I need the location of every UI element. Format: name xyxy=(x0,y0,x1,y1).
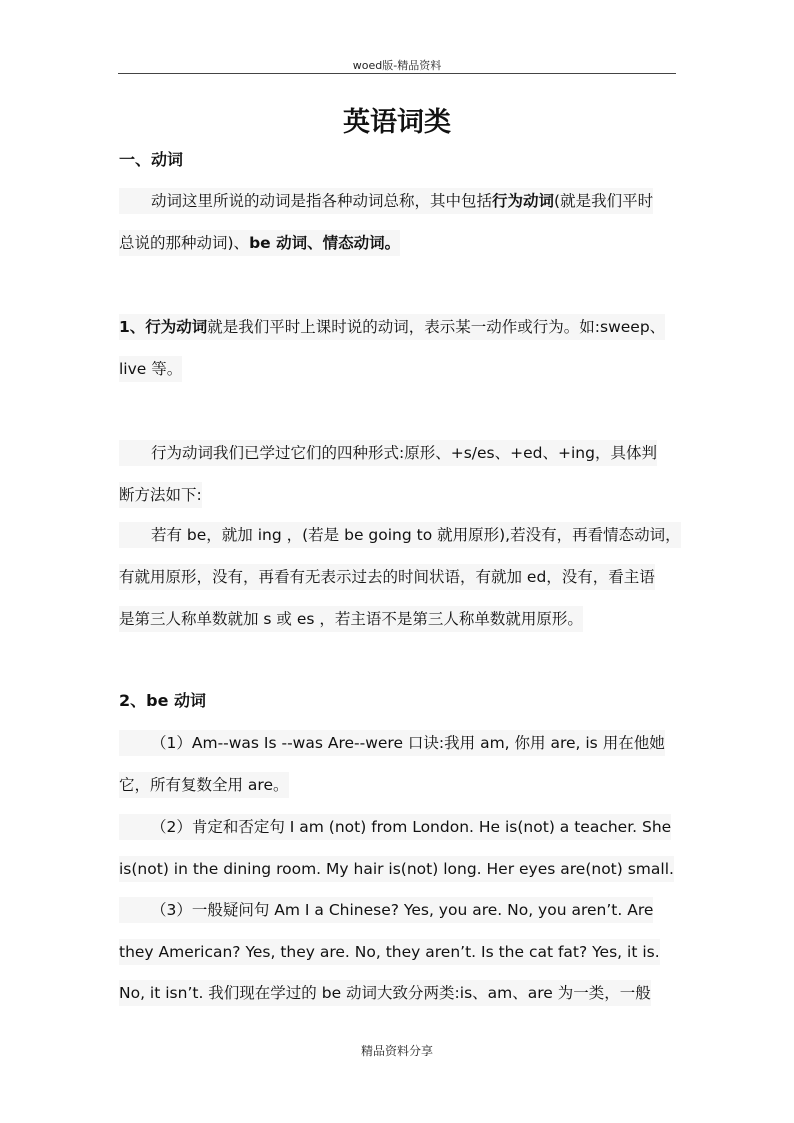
intro-text: 动词这里所说的动词是指各种动词总称，其中包括 xyxy=(151,192,493,210)
rule-line-1 xyxy=(119,522,681,548)
rule-line-3: 是第三人称单数就加 s 或 es ，若主语不是第三人称单数就用原形。 xyxy=(119,606,583,632)
section-heading-be: 2、be 动词 xyxy=(119,691,207,710)
rule-line-2: 有就用原形，没有，再看有无表示过去的时间状语，有就加 ed，没有，看主语 xyxy=(119,564,655,590)
be-line-5 xyxy=(119,897,653,923)
rule-text: 若有 be，就加 ing ，(若是 be going to 就用原形),若没有，再看情态动词， xyxy=(151,526,681,544)
intro-text: (就是我们平时 xyxy=(554,192,654,210)
forms-line-2: 断方法如下: xyxy=(119,482,202,508)
be-text: （1）Am--was Is --was Are--were 口诀:我用 am, 你用 are, is 用在他她 xyxy=(151,734,665,752)
page-header: woed版-精品资料 xyxy=(352,59,442,72)
be-line-1 xyxy=(119,730,665,756)
be-line-6: they American? Yes, they are. No, they aren’t. Is the cat fat? Yes, it is. xyxy=(119,939,660,965)
be-line-7: No, it isn’t. 我们现在学过的 be 动词大致分两类:is、am、are 为一类，一般 xyxy=(119,980,651,1006)
action-verb-text: 就是我们平时上课时说的动词，表示某一动作或行为。如:sweep、 xyxy=(207,318,666,336)
intro-line-2 xyxy=(119,230,400,256)
intro-bold-term: be 动词、情态动词。 xyxy=(249,234,401,252)
be-text: （2）肯定和否定句 I am (not) from London. He is(not) a teacher. She xyxy=(151,818,672,836)
action-verb-line-1 xyxy=(119,314,665,340)
document-title: 英语词类 xyxy=(343,107,451,138)
header-divider xyxy=(118,73,676,74)
section-heading-verbs: 一、动词 xyxy=(119,150,184,169)
be-line-4: is(not) in the dining room. My hair is(not) long. Her eyes are(not) small. xyxy=(119,856,674,882)
forms-text: 行为动词我们已学过它们的四种形式:原形、+s/es、+ed、+ing，具体判 xyxy=(151,444,657,462)
be-line-3 xyxy=(119,814,671,840)
action-verb-term: 1、行为动词 xyxy=(119,318,208,336)
action-verb-line-2: live 等。 xyxy=(119,356,182,382)
forms-line-1 xyxy=(119,440,657,466)
intro-bold-term: 行为动词 xyxy=(492,192,555,210)
be-line-2: 它，所有复数全用 are。 xyxy=(119,772,289,798)
be-text: （3）一般疑问句 Am I a Chinese? Yes, you are. No, you aren’t. Are xyxy=(151,901,654,919)
intro-line-1 xyxy=(119,188,653,214)
page-footer: 精品资料分享 xyxy=(360,1044,433,1058)
intro-text: 总说的那种动词)、 xyxy=(119,234,250,252)
